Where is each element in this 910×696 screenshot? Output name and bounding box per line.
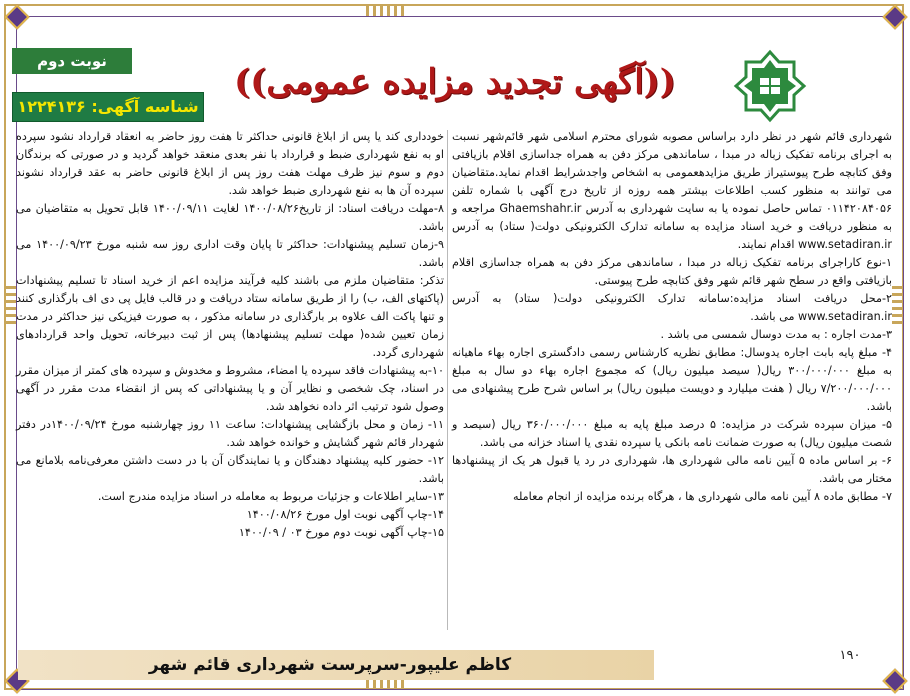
ad-body-right-column: [452, 128, 892, 628]
ad-id-badge: شناسه آگهی: ۱۲۲۴۱۳۶: [12, 92, 204, 122]
ad-paragraph: ۱-نوع کاراجرای برنامه تفکیک زباله در مبدا ، ساماندهی مرکز دفن به همراه جداسازی اقلام بازیافتی واقع در سطح شهر قائم شهر وفق کتابچه طرح پیوستی.: [452, 256, 892, 287]
border-ornament: [6, 286, 16, 324]
ad-paragraph: ۴- مبلغ پایه بابت اجاره یدوسال: مطابق نظریه کارشناس رسمی دادگستری اجاره بهاء ماهیانه به مبلغ ۳۰۰/۰۰۰/۰۰۰ ریال( سیصد میلیون ریال) که مجموع اجاره بهاء دو سال به مبلغ ۷/۲۰۰/۰۰۰/۰۰۰ ریال ( هفت میلیارد و دویست میلیون ریال) بر اساس شرح طرح پیشنهادی می باشد.: [452, 346, 892, 413]
corner-ornament-icon: [4, 4, 26, 26]
ad-paragraph: ۱۱- زمان و محل بازگشایی پیشنهادات: ساعت ۱۱ روز چهارشنبه مورخ ۱۴۰۰/۰۹/۲۴در دفتر شهردار قائم شهر گشایش و خوانده خواهد شد.: [16, 418, 444, 449]
municipality-logo-icon: [732, 48, 808, 124]
publication-round-badge: نوبت دوم: [12, 48, 132, 74]
ad-paragraph: خودداری کند یا پس از ابلاغ قانونی حداکثر تا هفت روز حاضر به انعقاد قرارداد نشود سپرده او به نفع شهرداری ضبط و قرارداد با نفر بعدی منعقد خواهد گردید و در صورتی که برندگان دوم و سوم نیز ظرف مهلت هفت روز پس از ابلاغ قانونی حاضر به عقد قرارداد نشوند سپرده آن ها به نفع شهرداری ضبط خواهد شد.: [16, 130, 444, 197]
ad-paragraph: ۸-مهلت دریافت اسناد: از تاریخ۱۴۰۰/۰۸/۲۶ لغایت ۱۴۰۰/۰۹/۱۱ قابل تحویل به متقاضیان می باشد.: [16, 202, 444, 233]
ad-paragraph: ۳-مدت اجاره : به مدت دوسال شمسی می باشد .: [660, 328, 892, 341]
border-ornament: [366, 6, 404, 16]
page-number: ۱۹۰: [839, 648, 861, 663]
ad-body-left-column: [16, 128, 444, 633]
ad-paragraph: ۱۲- حضور کلیه پیشنهاد دهندگان و یا نمایندگان آن با در دست داشتن معرفی‌نامه بلامانع می باشد.: [16, 454, 444, 485]
ad-paragraph: ۶- بر اساس ماده ۵ آیین نامه مالی شهرداری ها، شهرداری در رد یا قبول هر یک از پیشنهادها مختار می باشد.: [452, 454, 892, 485]
ad-paragraph: تذکر: متقاضیان ملزم می باشند کلیه فرآیند مزایده اعم از خرید اسناد تا تسلیم پیشنهادات (پاکتهای الف، ب) را از طریق سامانه ستاد دریافت و در قالب فایل پی دی اف بارگذاری کنند و تنها پاکت الف علاوه بر بارگذاری در سامانه مذکور ، به صورت فیزیکی نیز حداکثر در مدت زمان تعیین شده( مهلت تسلیم پیشنهادها) پس از ثبت دبیرخانه، تحویل واحد قراردادهای شهرداری گردد.: [16, 274, 444, 359]
ad-paragraph: ۷- مطابق ماده ۸ آیین نامه مالی شهرداری ها ، هرگاه برنده مزایده از انجام معامله: [512, 490, 892, 503]
ad-paragraph: ۱۳-سایر اطلاعات و جزئیات مربوط به معامله در اسناد مزایده مندرج است.: [97, 490, 444, 503]
ad-paragraph: ۱۴-چاپ آگهی نوبت اول مورخ ۱۴۰۰/۰۸/۲۶: [246, 508, 444, 521]
ad-paragraph: ۹-زمان تسلیم پیشنهادات: حداکثر تا پایان وقت اداری روز سه شنبه مورخ ۱۴۰۰/۰۹/۲۳ می باشد.: [16, 238, 444, 269]
border-ornament: [892, 286, 902, 324]
ad-title: ((آگهی تجدید مزایده عمومی)): [234, 62, 676, 102]
ad-paragraph: ۵- میزان سپرده شرکت در مزایده: ۵ درصد مبلغ پایه به مبلغ ۳۶۰/۰۰۰/۰۰۰ ریال (سیصد و شصت میلیون ریال) به صورت ضمانت نامه بانکی یا سپرده نقدی یا اسناد خزانه می باشد.: [452, 418, 892, 449]
corner-ornament-icon: [882, 4, 904, 26]
ad-paragraph: ۱۰-به پیشنهادات فاقد سپرده یا امضاء، مشروط و مخدوش و سپرده های کمتر از میزان مقرر در اسناد، چک شخصی و نظایر آن و یا پیشنهاداتی که پس از انقضاء مدت مقرر در آگهی وصول شود ترتیب اثر داده نخواهد شد.: [16, 364, 444, 413]
column-divider: [447, 130, 448, 630]
ad-paragraph: ۲-محل دریافت اسناد مزایده:سامانه تدارک الکترونیکی دولت( ستاد) به آدرس www.setadiran.ir می باشد.: [452, 292, 892, 323]
ad-paragraph: ۱۵-چاپ آگهی نوبت دوم مورخ ۰۳ / ۱۴۰۰/۰۹: [238, 526, 444, 539]
signature-line: کاظم علیپور-سرپرست شهرداری قائم شهر: [148, 655, 512, 675]
ad-paragraph: شهرداری قائم شهر در نظر دارد براساس مصوبه شورای محترم اسلامی شهر قائم‌شهر نسبت به اجرای برنامه تفکیک زباله در مبدا ، ساماندهی مرکز دفن به همراه جداسازی اقلام بازیافتی وفق کتابچه طرح پیوستیراز طریق مزایدهعمومی به اشخاص واجدشرایط اقدام نماید.متقاضیان می توانند به منظور کسب اطلاعات بیشتر همه روزه از تاریخ درج آگهی با شماره تلفن ۰۱۱۴۲۰۸۴۰۵۶ تماس حاصل نموده یا به سایت شهرداری به آدرس Ghaemshahr.ir مراجعه و به منظور دریافت و خرید اسناد مزایده به سامانه تدارک الکترونیکی دولت( ستاد) به آدرس www.setadiran.ir اقدام نمایند.: [452, 130, 892, 251]
corner-ornament-icon: [882, 668, 904, 690]
